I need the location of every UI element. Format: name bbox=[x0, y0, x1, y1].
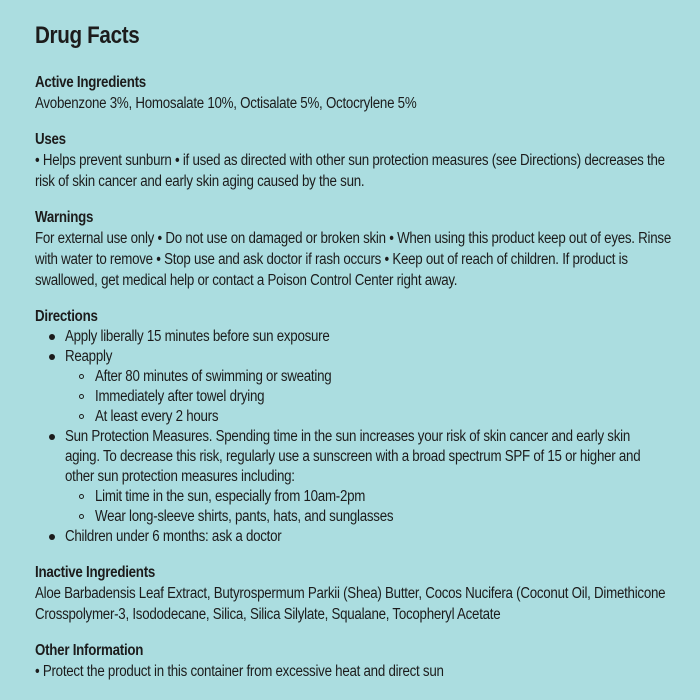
inactive-ingredients-section bbox=[35, 562, 670, 625]
other-information-section bbox=[35, 640, 670, 682]
list-item: Immediately after towel drying bbox=[95, 387, 670, 407]
list-item: After 80 minutes of swimming or sweating bbox=[95, 367, 670, 387]
list-item: Wear long-sleeve shirts, pants, hats, and sunglasses bbox=[95, 507, 670, 527]
list-item: Apply liberally 15 minutes before sun exposure bbox=[65, 327, 670, 347]
list-item: At least every 2 hours bbox=[95, 407, 670, 427]
list-item: Reapply After 80 minutes of swimming or sweating Immediately after towel drying At least every 2 hours bbox=[65, 347, 670, 427]
sub-list bbox=[65, 487, 670, 527]
active-ingredients-text: Avobenzone 3%, Homosalate 10%, Octisalate 5%, Octocrylene 5% bbox=[35, 95, 417, 112]
inactive-ingredients-heading: Inactive Ingredients bbox=[35, 564, 156, 581]
uses-heading: Uses bbox=[35, 131, 66, 148]
directions-heading: Directions bbox=[35, 308, 98, 325]
other-information-heading: Other Information bbox=[35, 642, 144, 659]
other-information-text: • Protect the product in this container from excessive heat and direct sun bbox=[35, 663, 444, 680]
warnings-heading: Warnings bbox=[35, 209, 94, 226]
inactive-ingredients-text: Aloe Barbadensis Leaf Extract, Butyrospermum Parkii (Shea) Butter, Cocos Nucifera (Coconut Oil, Dimethicone Crosspolymer-3, Isododecane, Silica, Silica Silylate, Squalane, Tocopheryl Acetate bbox=[35, 585, 666, 623]
page-title: Drug Facts bbox=[35, 22, 140, 49]
warnings-text: For external use only • Do not use on damaged or broken skin • When using this product keep out of eyes. Rinse with water to remove • Stop use and ask doctor if rash occurs • Keep out of reach of children. If product is swallowed, get medical help or contact a Poison Control Center right away. bbox=[35, 230, 671, 289]
uses-section bbox=[35, 129, 670, 192]
warnings-section bbox=[35, 207, 670, 291]
sub-list bbox=[65, 367, 670, 427]
list-item: Limit time in the sun, especially from 10am-2pm bbox=[95, 487, 670, 507]
list-item: Children under 6 months: ask a doctor bbox=[65, 527, 670, 547]
uses-text: • Helps prevent sunburn • if used as directed with other sun protection measures (see Directions) decreases the risk of skin cancer and early skin aging caused by the sun. bbox=[35, 152, 665, 190]
list-item: Sun Protection Measures. Spending time in the sun increases your risk of skin cancer and early skin aging. To decrease this risk, regularly use a sunscreen with a broad spectrum SPF of 15 or higher and other sun protection measures including: Limit time in the sun, especially from 10am-2pm Wear long-sleeve shirts, pants, hats, and sunglasses bbox=[65, 427, 670, 527]
directions-section bbox=[35, 306, 670, 547]
active-ingredients-heading: Active Ingredients bbox=[35, 74, 146, 91]
active-ingredients-section bbox=[35, 72, 670, 114]
directions-list bbox=[35, 327, 670, 547]
